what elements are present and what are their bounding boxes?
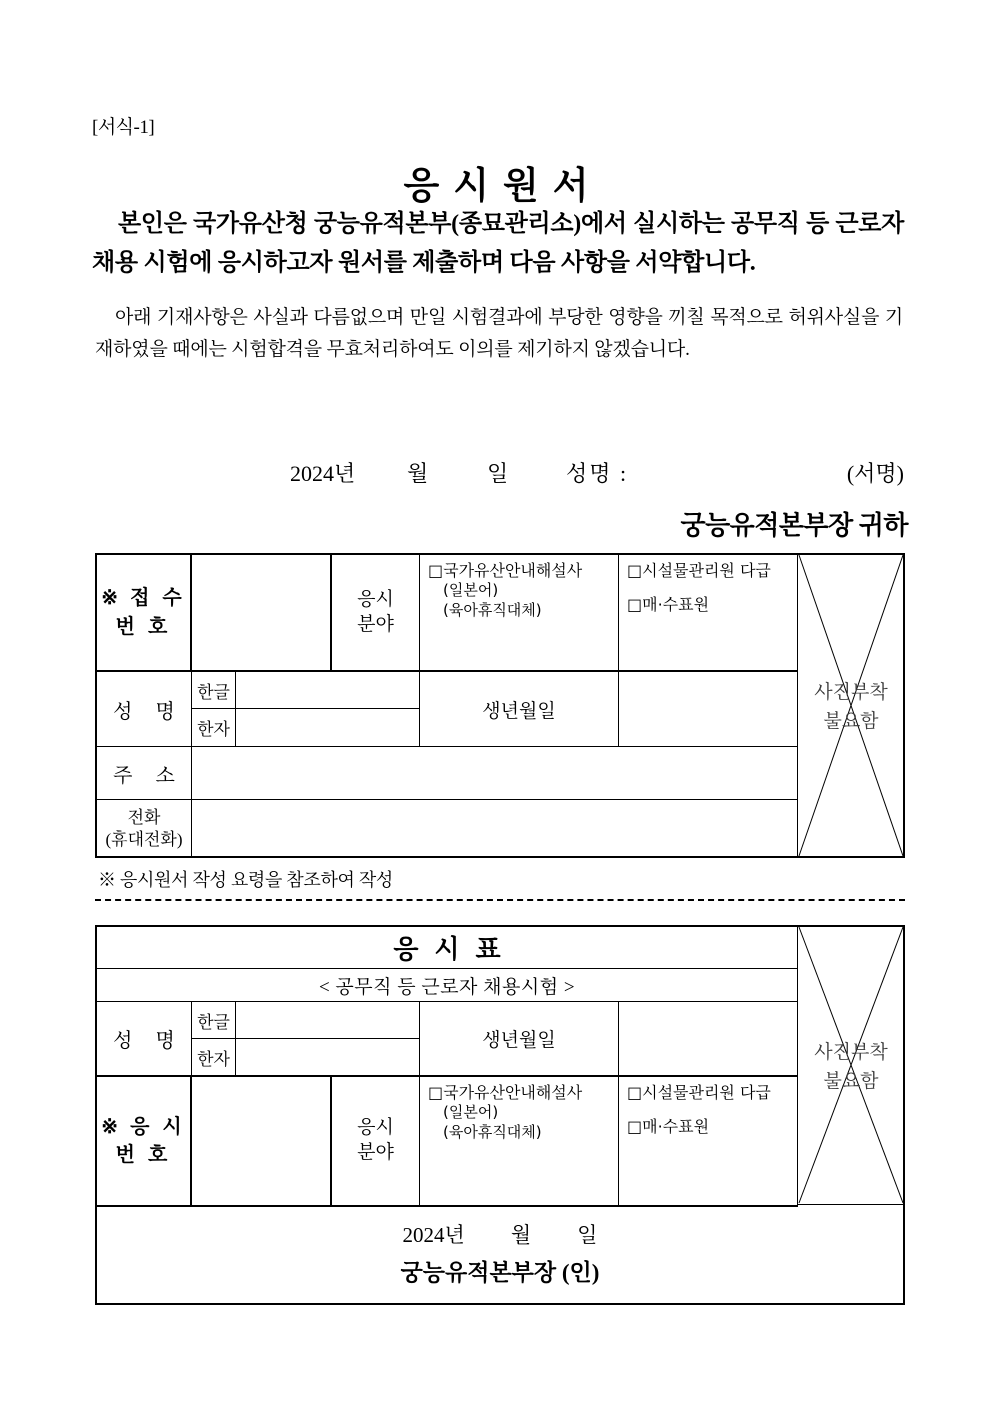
phone-label-line1: 전화 — [127, 807, 161, 827]
name-label-text: 성 명 — [113, 700, 184, 723]
options-left-group[interactable] — [420, 555, 619, 672]
option-interpreter-sub2: (육아휴직대체) — [443, 600, 542, 619]
application-table — [95, 553, 905, 858]
ticket-name-hangul-label — [192, 1002, 236, 1039]
ticket-subtitle — [97, 969, 798, 1002]
receipt-number-label-line1: 접 수 — [130, 587, 186, 610]
ticket-field-label — [332, 1077, 420, 1207]
signature-line — [92, 457, 904, 491]
name-label — [97, 672, 192, 747]
receipt-number-label-line2: 번 호 — [115, 615, 172, 638]
signature-name-label: 성명 : — [566, 461, 629, 486]
ticket-title — [97, 927, 798, 969]
field-label — [332, 555, 420, 672]
ticket-footer-day: 일 — [577, 1223, 598, 1248]
options-right-group[interactable] — [619, 555, 798, 672]
address-field[interactable] — [192, 747, 798, 800]
ticket-name-hangul-field[interactable] — [236, 1002, 420, 1039]
photo-box-application — [797, 553, 905, 858]
ticket-exam-number-mark: ※ — [101, 1115, 122, 1138]
ticket-name-label-text: 성 명 — [113, 1030, 184, 1052]
receipt-number-label — [97, 555, 192, 672]
ticket-exam-number-label-line1: 응 시 — [130, 1115, 186, 1138]
receipt-number-field[interactable] — [192, 555, 332, 672]
ticket-birthdate-label — [420, 1002, 619, 1077]
ticket-option-interpreter-sub2: (육아휴직대체) — [443, 1122, 542, 1141]
option-interpreter-checkbox[interactable]: □국가유산안내해설사 — [428, 561, 583, 580]
ticket-exam-number-label-line2: 번 호 — [115, 1144, 172, 1166]
name-hanja-label-text: 한자 — [197, 720, 230, 739]
ticket-footer-signer: 궁능유적본부장 (인) — [400, 1259, 600, 1285]
receipt-number-mark: ※ — [101, 587, 122, 610]
ticket-footer-month: 월 — [510, 1223, 532, 1248]
option-ticket-clerk-checkbox[interactable]: □매·수표원 — [627, 595, 710, 615]
name-hangul-field[interactable] — [236, 672, 420, 709]
phone-field[interactable] — [192, 800, 798, 858]
ticket-name-hanja-label — [192, 1039, 236, 1077]
photo-box-ticket-line1: 사진부착 — [814, 1042, 888, 1063]
ticket-field-label-line1: 응시 — [357, 1117, 394, 1139]
ticket-name-label — [97, 1002, 192, 1077]
admission-ticket-table — [95, 925, 905, 1305]
ticket-birthdate-label-text: 생년월일 — [482, 1030, 556, 1051]
field-label-line2: 분야 — [357, 613, 394, 635]
birthdate-field[interactable] — [619, 672, 798, 747]
statement-paragraph: 아래 기재사항은 사실과 다름없으며 만일 시험결과에 부당한 영향을 끼칠 목적으로 허위사실을 기재하였을 때에는 시험합격을 무효처리하여도 이의를 제기하지 않겠습니다. — [95, 307, 903, 360]
ticket-option-ticket-clerk-checkbox[interactable]: □매·수표원 — [627, 1117, 710, 1137]
address-label-text: 주 소 — [113, 764, 184, 787]
phone-label-line2: (휴대전화) — [105, 830, 183, 849]
name-hanja-field[interactable] — [236, 709, 420, 747]
ticket-options-left-group[interactable] — [420, 1077, 619, 1207]
ticket-exam-number-field[interactable] — [192, 1077, 332, 1207]
ticket-footer-date — [403, 1222, 598, 1249]
ticket-option-interpreter-sub1: (일본어) — [443, 1103, 499, 1122]
options-spacer — [627, 581, 797, 595]
birthdate-label-text: 생년월일 — [482, 700, 556, 722]
ticket-option-interpreter-checkbox[interactable]: □국가유산안내해설사 — [428, 1083, 583, 1102]
ticket-field-label-line2: 분야 — [357, 1142, 394, 1163]
address-label — [97, 747, 192, 800]
name-hangul-label — [192, 672, 236, 709]
ticket-options-spacer — [627, 1103, 797, 1117]
tear-off-divider — [95, 899, 905, 901]
field-label-line1: 응시 — [357, 588, 394, 610]
photo-box-line2: 불요함 — [823, 710, 879, 732]
ticket-option-facility-manager-checkbox[interactable]: □시설물관리원 다급 — [627, 1083, 771, 1102]
signature-year: 2024년 — [290, 461, 356, 486]
ticket-name-hanja-field[interactable] — [236, 1039, 420, 1077]
phone-label — [97, 800, 192, 858]
ticket-title-text: 응시표 — [393, 935, 517, 964]
signature-month: 월 — [407, 461, 429, 486]
photo-box-ticket-text — [798, 1039, 904, 1096]
ticket-name-hangul-label-text: 한글 — [197, 1012, 230, 1032]
name-hangul-label-text: 한글 — [197, 682, 230, 702]
name-hanja-label — [192, 709, 236, 747]
ticket-subtitle-text: < 공무직 등 근로자 채용시험 > — [318, 976, 576, 998]
pledge-paragraph: 본인은 국가유산청 궁능유적본부(종묘관리소)에서 실시하는 공무직 등 근로자 채용 시험에 응시하고자 원서를 제출하며 다음 사항을 서약합니다. — [92, 211, 904, 276]
ticket-footer-year: 2024년 — [402, 1223, 465, 1248]
photo-box-ticket — [797, 925, 905, 1205]
signature-seal-label: (서명) — [846, 461, 904, 486]
option-interpreter-sub1: (일본어) — [443, 581, 499, 600]
addressee-line: 궁능유적본부장 귀하 — [680, 511, 908, 540]
ticket-exam-number-label — [97, 1077, 192, 1207]
photo-box-line1: 사진부착 — [814, 682, 888, 703]
photo-box-ticket-line2: 불요함 — [823, 1070, 879, 1092]
form-note: ※ 응시원서 작성 요령을 참조하여 작성 — [98, 870, 394, 890]
ticket-name-hanja-label-text: 한자 — [197, 1049, 230, 1069]
photo-box-text-application — [798, 679, 904, 736]
birthdate-label — [420, 672, 619, 747]
form-tag: [서식-1] — [92, 117, 155, 138]
signature-day: 일 — [487, 461, 509, 486]
ticket-birthdate-field[interactable] — [619, 1002, 798, 1077]
option-facility-manager-checkbox[interactable]: □시설물관리원 다급 — [627, 561, 771, 580]
ticket-options-right-group[interactable] — [619, 1077, 798, 1207]
ticket-footer — [97, 1207, 903, 1303]
page-title: 응시원서 — [403, 166, 603, 207]
